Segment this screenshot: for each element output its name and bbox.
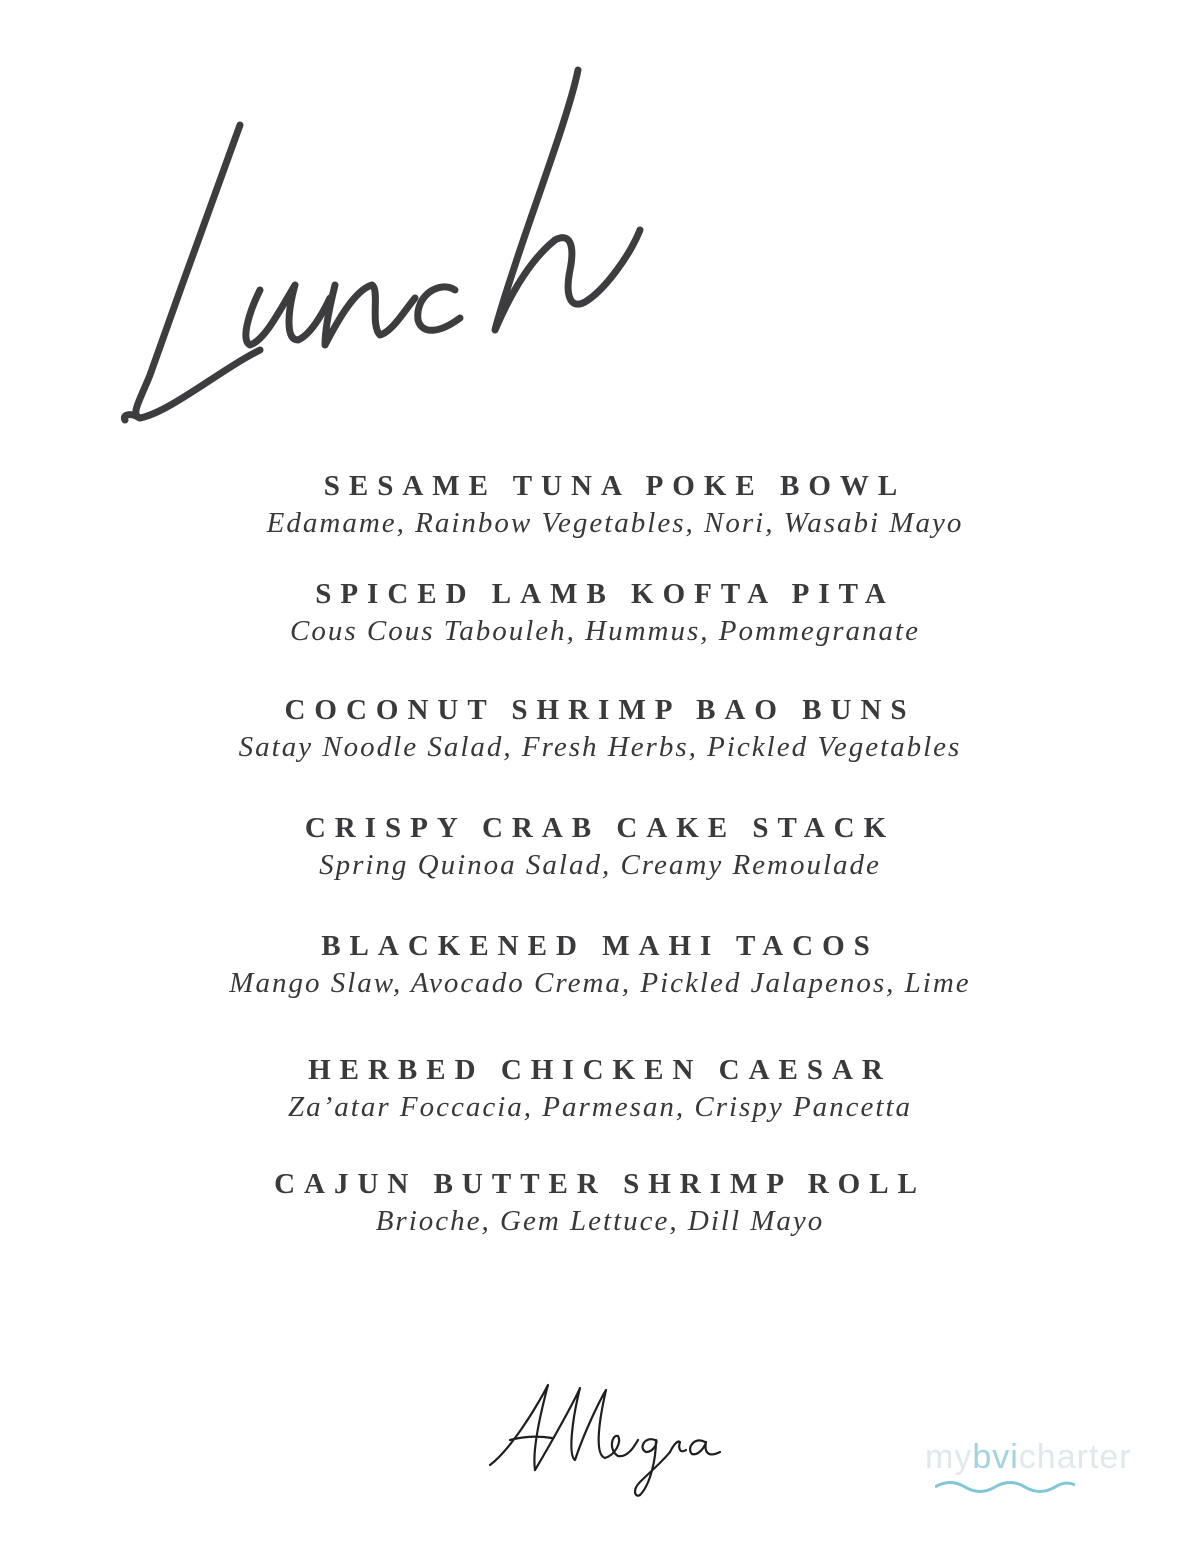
menu-item-name: SPICED LAMB KOFTA PITA xyxy=(315,578,895,610)
menu-item xyxy=(0,1054,1200,1124)
menu-item-description: Za’atar Foccacia, Parmesan, Crispy Pancetta xyxy=(287,1091,913,1123)
menu-item-description: Edamame, Rainbow Vegetables, Nori, Wasabi Mayo xyxy=(266,507,964,539)
menu-item xyxy=(0,812,1200,882)
watermark xyxy=(925,1438,1175,1498)
menu-item-name: COCONUT SHRIMP BAO BUNS xyxy=(284,694,916,726)
menu-title xyxy=(100,40,700,460)
menu-item-name: CRISPY CRAB CAKE STACK xyxy=(304,812,896,844)
menu-item xyxy=(0,930,1200,1000)
menu-item-description: Cous Cous Tabouleh, Hummus, Pommegranate xyxy=(290,615,920,647)
menu-item-name: HERBED CHICKEN CAESAR xyxy=(308,1054,892,1086)
watermark-suffix: charter xyxy=(1018,1438,1132,1476)
watermark-prefix: my xyxy=(925,1438,973,1476)
menu-item-name: BLACKENED MAHI TACOS xyxy=(321,930,879,962)
allegra-signature xyxy=(480,1370,730,1510)
watermark-text xyxy=(925,1438,1175,1477)
menu-item-name: CAJUN BUTTER SHRIMP ROLL xyxy=(274,1168,926,1200)
menu-item xyxy=(0,694,1200,764)
menu-item-description: Mango Slaw, Avocado Crema, Pickled Jalapenos, Lime xyxy=(229,967,971,999)
lunch-script-title xyxy=(100,40,700,460)
menu-item-name: SESAME TUNA POKE BOWL xyxy=(323,470,907,502)
menu-item-description: Spring Quinoa Salad, Creamy Remoulade xyxy=(319,849,881,881)
menu-item-description: Brioche, Gem Lettuce, Dill Mayo xyxy=(375,1205,825,1237)
menu-item xyxy=(0,470,1200,540)
menu-item-description: Satay Noodle Salad, Fresh Herbs, Pickled Vegetables xyxy=(238,731,962,763)
watermark-brand: bvi xyxy=(972,1438,1019,1476)
menu-item xyxy=(0,1168,1200,1238)
menu-item xyxy=(0,578,1200,648)
wave-icon xyxy=(935,1479,1075,1495)
